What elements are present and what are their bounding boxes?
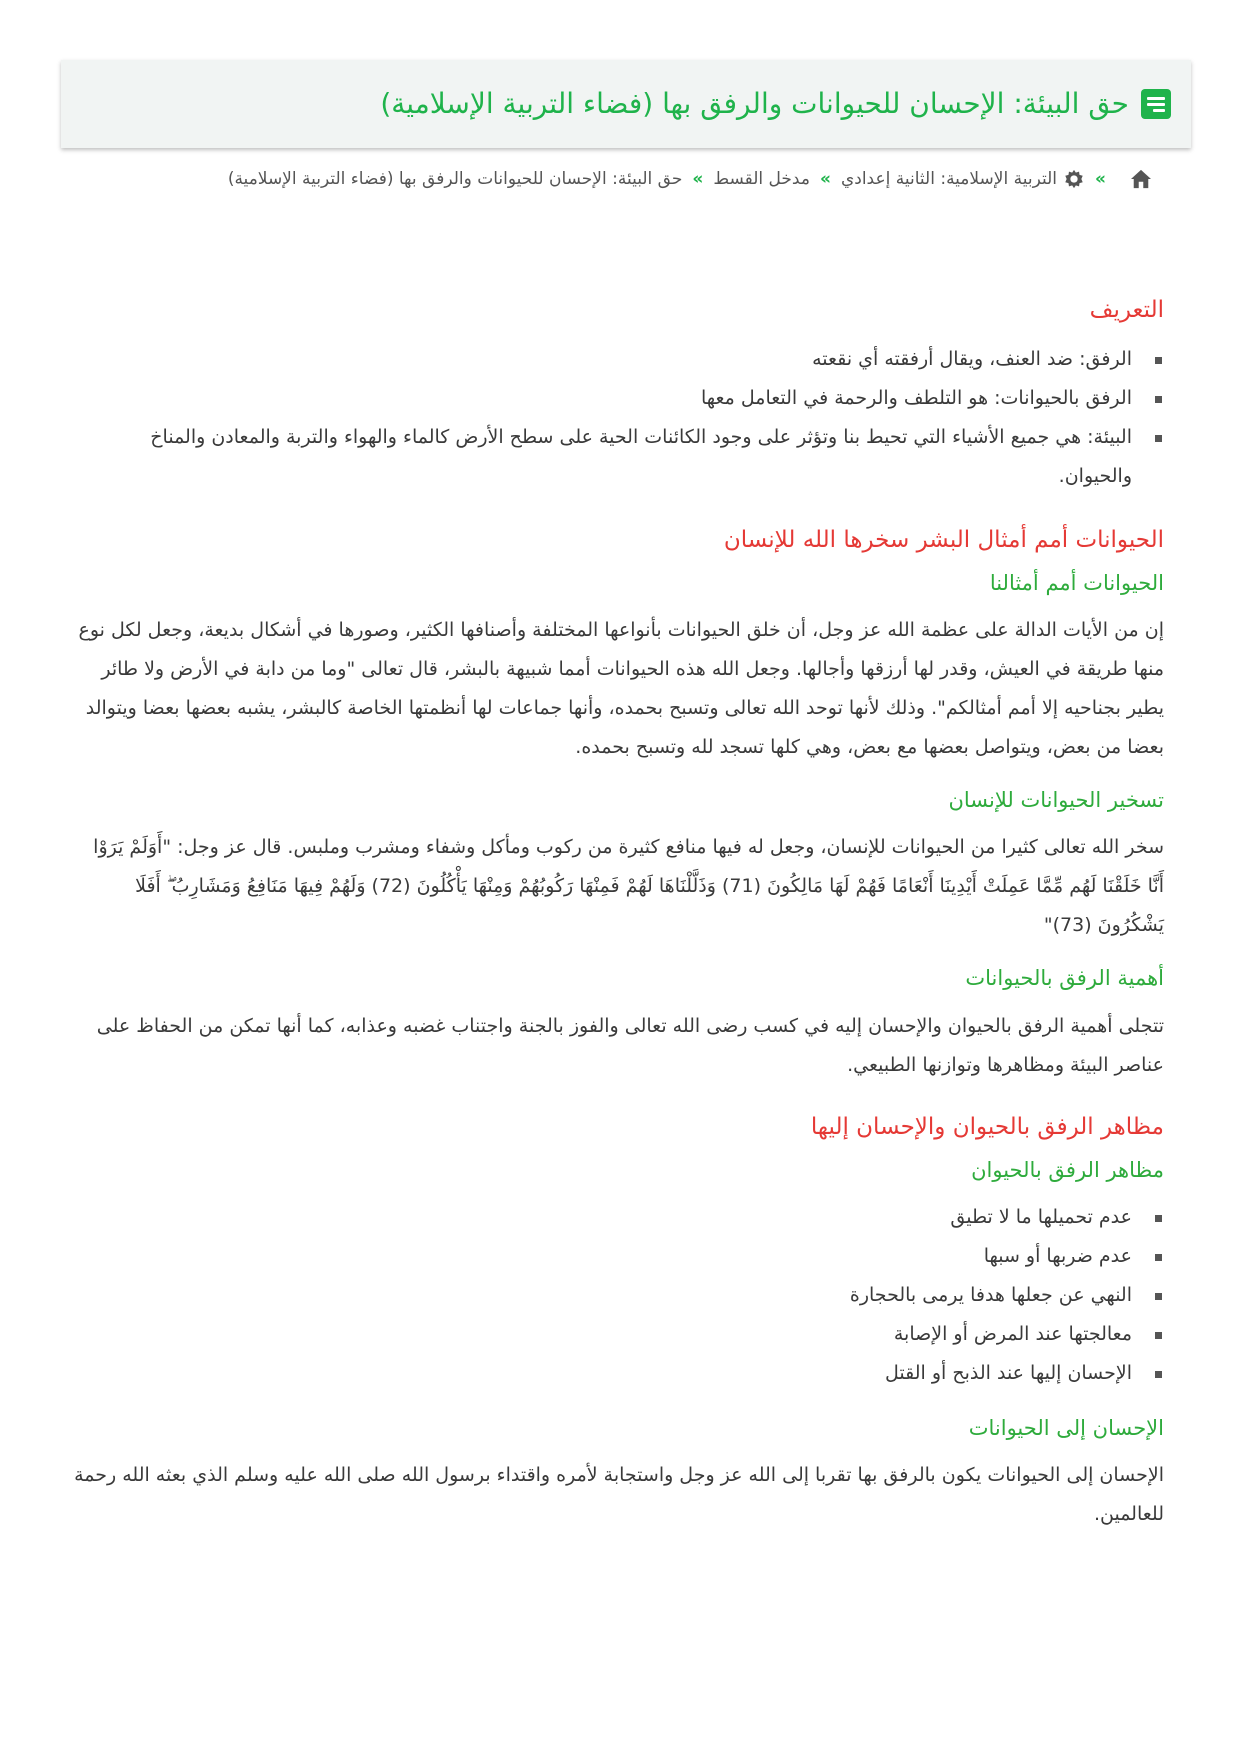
list-item: الإحسان إليها عند الذبح أو القتل (74, 1354, 1132, 1393)
section-heading-animals-nations: الحيوانات أمم أمثال البشر سخرها الله للإنسان (723, 526, 1164, 553)
subheading-benevolence: الإحسان إلى الحيوانات (968, 1415, 1164, 1440)
breadcrumb-separator: » (819, 169, 831, 189)
paragraph-animals-like-us: إن من الأيات الدالة على عظمة الله عز وجل، أن خلق الحيوانات بأنواعها المختلفة وأصنافها الكثير، وصورها في أشكال بديعة، وجعل لكل نوع منها طريقة في العيش، وقدر لها أرزقها وأجالها. وجعل الله هذه الحيوانات أمما شبيهة بالبشر، قال تعالى "وما من دابة في الأرض ولا طائر يطير بجناحيه إلا أمم أمثالكم". وذلك لأنها توحد الله تعالى وتسبح بحمده، وأنها جماعات لها أنظمتها الخاصة كالبشر، يشبه بعضها بعضا ويتوالد بعضا من بعض، ويتواصل بعضها مع بعض، وهي كلها تسجد لله وتسبح بحمده. (78, 619, 1164, 759)
home-icon[interactable] (1130, 169, 1152, 189)
paragraph-subjugation: سخر الله تعالى كثيرا من الحيوانات للإنسان، وجعل له فيها منافع كثيرة من ركوب ومأكل وشفاء ومشرب وملبس. قال عز وجل: "أَوَلَمْ يَرَوْا أَنَّا خَلَقْنَا لَهُم مِّمَّا عَمِلَتْ أَيْدِينَا أَنْعَامًا فَهُمْ لَهَا مَالِكُونَ (71) وَذَلَّلْنَاهَا لَهُمْ فَمِنْهَا رَكُوبُهُمْ وَمِنْهَا يَأْكُلُونَ (72) وَلَهُمْ فِيهَا مَنَافِعُ وَمَشَارِبُ ۖ أَفَلَا يَشْكُرُونَ (73)" (93, 836, 1164, 937)
breadcrumb-separator: » (1095, 169, 1106, 189)
subheading-animals-like-us: الحيوانات أمم أمثالنا (989, 570, 1164, 595)
list-item: الرفق بالحيوانات: هو التلطف والرحمة في التعامل معها (74, 379, 1132, 418)
subheading-importance: أهمية الرفق بالحيوانات (965, 966, 1164, 991)
breadcrumb-item-subject[interactable]: التربية الإسلامية: الثانية إعدادي (840, 169, 1058, 189)
paragraph-benevolence: الإحسان إلى الحيوانات يكون بالرفق بها تقربا إلى الله عز وجل واستجابة لأمره واقتداء برسول الله صلى الله عليه وسلم الذي بعثه الله رحمة للعالمين. (74, 1464, 1164, 1526)
breadcrumb-item-current: حق البيئة: الإحسان للحيوانات والرفق بها (فضاء التربية الإسلامية) (227, 169, 683, 189)
list-item: عدم ضربها أو سبها (74, 1237, 1132, 1276)
gear-icon (1063, 168, 1085, 190)
section-heading-definition: التعريف (1089, 297, 1164, 323)
definition-list (74, 340, 1164, 496)
breadcrumb-separator: » (692, 169, 704, 189)
list-item: معالجتها عند المرض أو الإصابة (74, 1315, 1132, 1354)
subheading-kindness-aspects: مظاهر الرفق بالحيوان (971, 1157, 1164, 1182)
list-item: الرفق: ضد العنف، ويقال أرفقته أي نقعته (74, 340, 1132, 379)
breadcrumb-item-unit[interactable]: مدخل القسط (713, 169, 810, 189)
list-item: البيئة: هي جميع الأشياء التي تحيط بنا وتؤثر على وجود الكائنات الحية على سطح الأرض كالماء والهواء والتربة والمعادن والمناخ والحيوان. (74, 418, 1132, 496)
article-content (74, 296, 1164, 1554)
breadcrumb (80, 168, 1152, 190)
section-heading-kindness: مظاهر الرفق بالحيوان والإحسان إليها (810, 1113, 1164, 1140)
subheading-subjugation: تسخير الحيوانات للإنسان (948, 788, 1164, 813)
page-header (61, 60, 1191, 148)
page-title: حق البيئة: الإحسان للحيوانات والرفق بها (فضاء التربية الإسلامية) (380, 87, 1129, 121)
list-item: عدم تحميلها ما لا تطيق (74, 1198, 1132, 1237)
document-icon (1141, 89, 1171, 119)
paragraph-importance: تتجلى أهمية الرفق بالحيوان والإحسان إليه في كسب رضى الله تعالى والفوز بالجنة واجتناب غضبه وعذابه، كما أنها تمكن من الحفاظ على عناصر البيئة ومظاهرها وتوازنها الطبيعي. (96, 1014, 1164, 1076)
kindness-list (74, 1198, 1164, 1393)
list-item: النهي عن جعلها هدفا يرمى بالحجارة (74, 1276, 1132, 1315)
